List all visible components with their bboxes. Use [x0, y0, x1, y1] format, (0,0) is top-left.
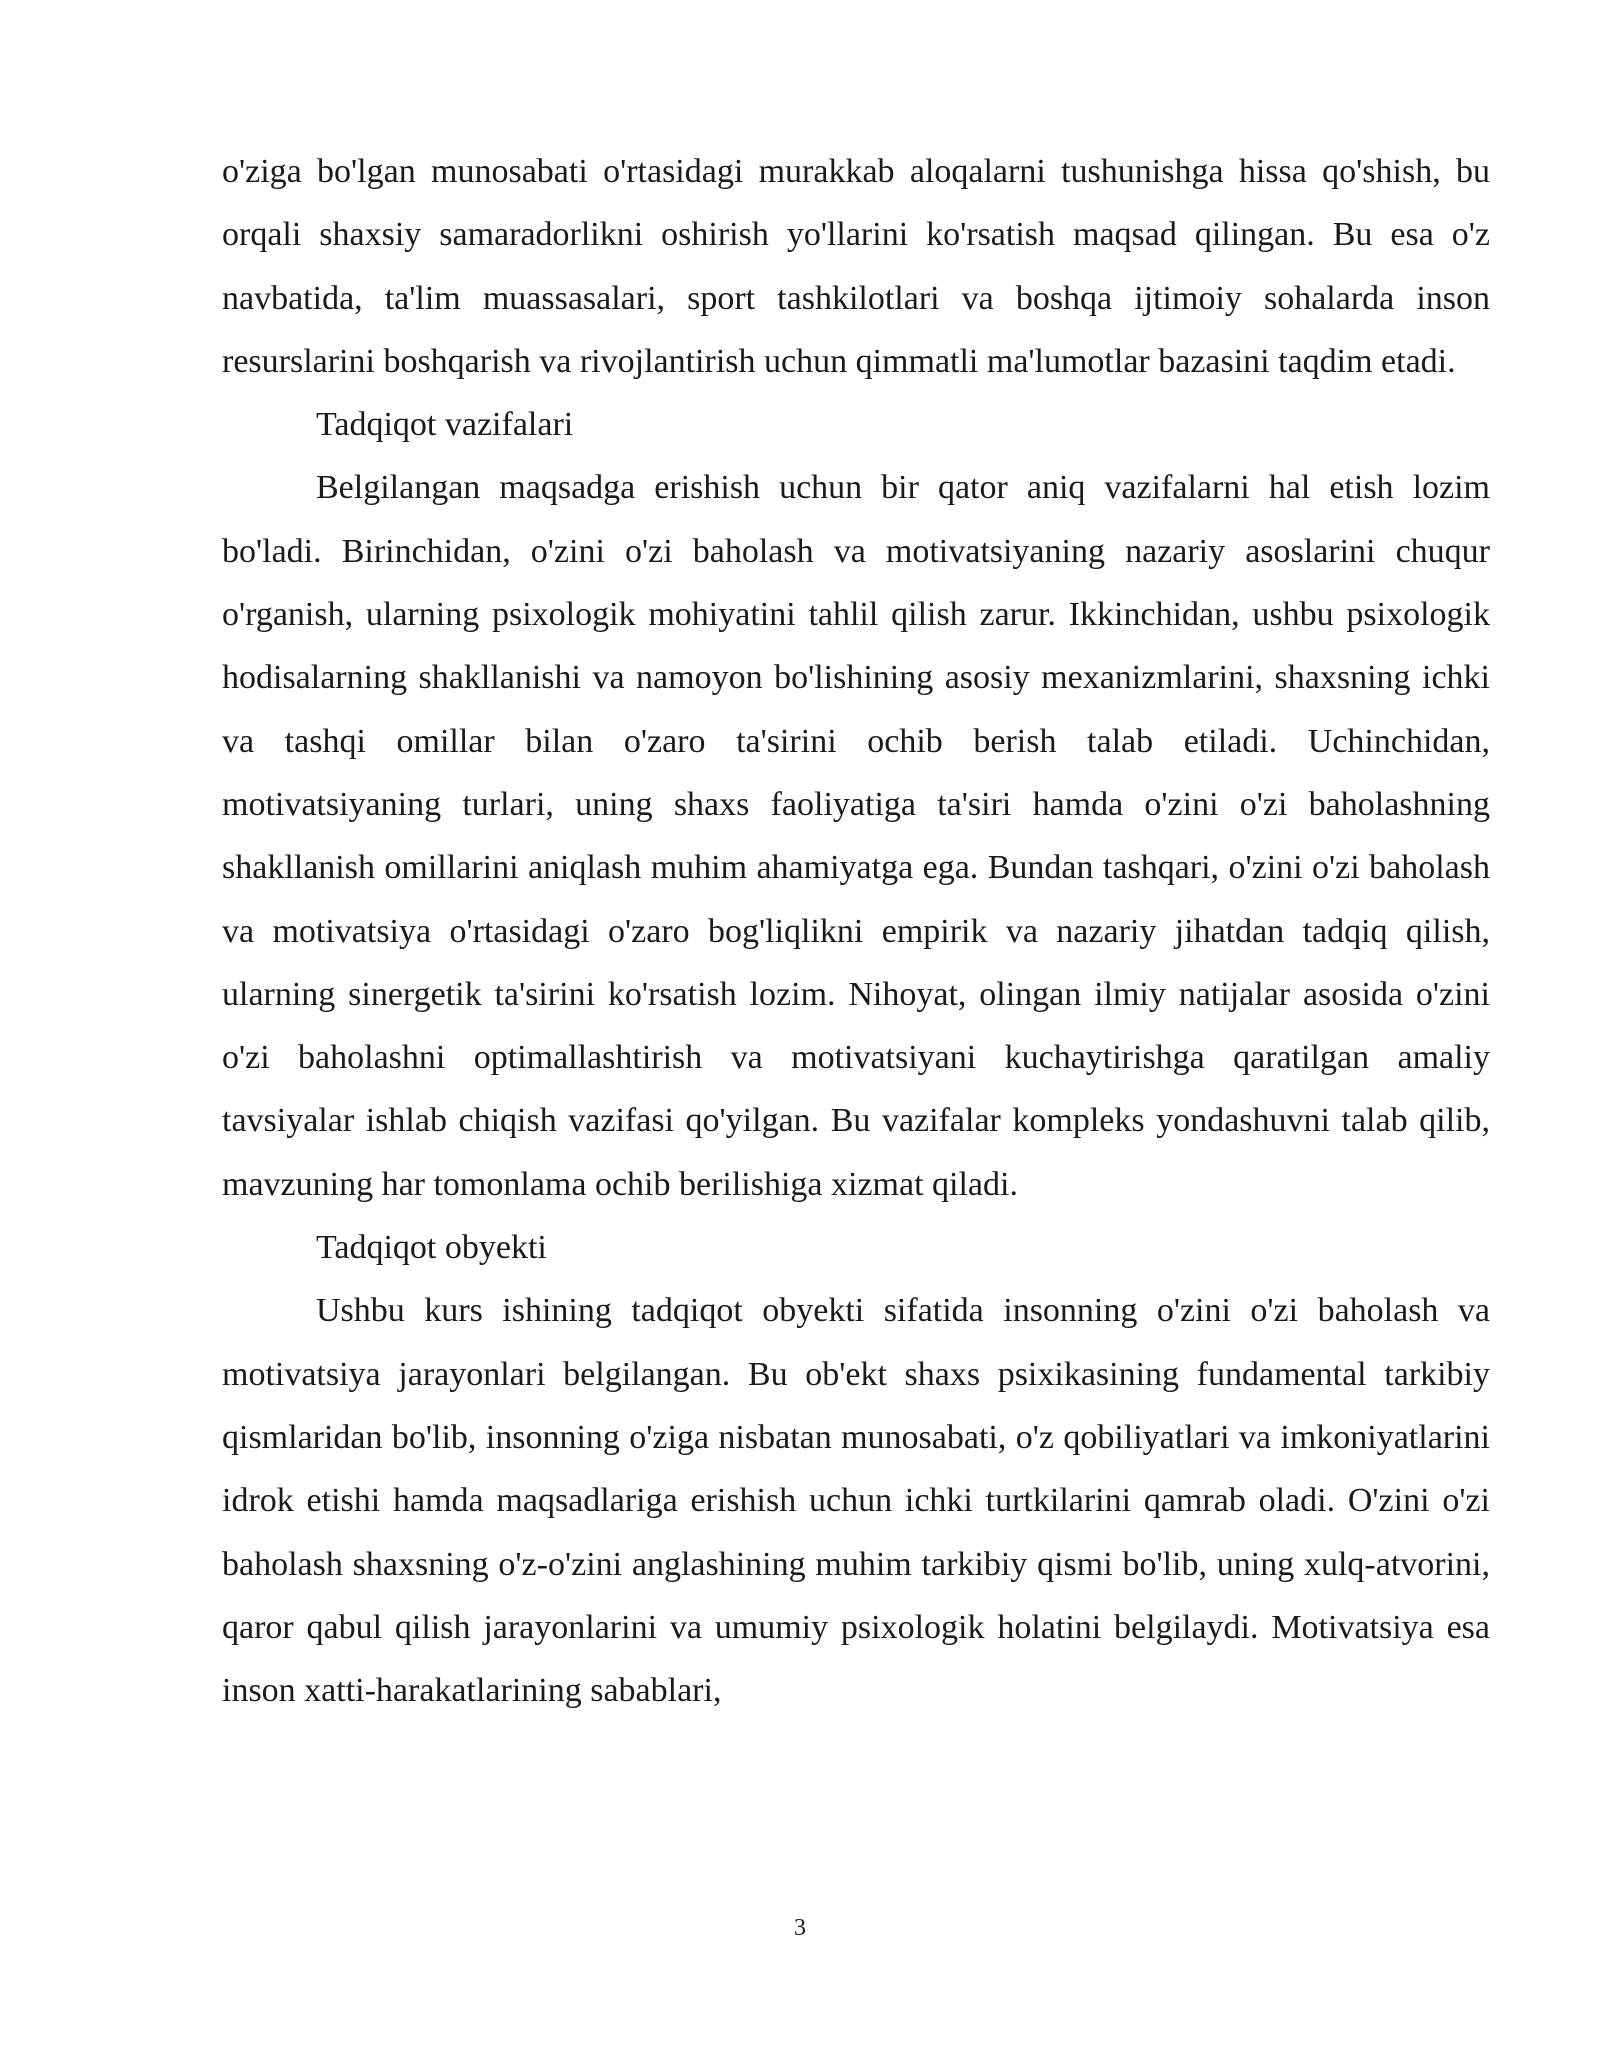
paragraph-object: Ushbu kurs ishining tadqiqot obyekti sifatida insonning o'zini o'zi baholash va motivatsiya jarayonlari belgilangan. Bu ob'ekt shaxs psixikasining fundamental tarkibiy qismlaridan bo'lib, insonning o'ziga nisbatan munosabati, o'z qobiliyatlari va imkoniyatlarini idrok etishi hamda maqsadlariga erishish uchun ichki turtkilarini qamrab oladi. O'zini o'zi baholash shaxsning o'z-o'zini anglashining muhim tarkibiy qismi bo'lib, uning xulq-atvorini, qaror qabul qilish jarayonlarini va umumiy psixologik holatini belgilaydi. Motivatsiya esa inson xatti-harakatlarining sabablari,	[222, 1292, 1490, 1710]
section-heading-object: Tadqiqot obyekti	[316, 1229, 547, 1267]
body-text	[222, 140, 1490, 1722]
page-number: 3	[794, 1915, 806, 1941]
paragraph-tasks: Belgilangan maqsadga erishish uchun bir qator aniq vazifalarni hal etish lozim bo'ladi. Birinchidan, o'zini o'zi baholash va motivatsiyaning nazariy asoslarini chuqur o'rganish, ularning psixologik mohiyatini tahlil qilish zarur. Ikkinchidan, ushbu psixologik hodisalarning shakllanishi va namoyon bo'lishining asosiy mexanizmlarini, shaxsning ichki va tashqi omillar bilan o'zaro ta'sirini ochib berish talab etiladi. Uchinchidan, motivatsiyaning turlari, uning shaxs faoliyatiga ta'siri hamda o'zini o'zi baholashning shakllanish omillarini aniqlash muhim ahamiyatga ega. Bundan tashqari, o'zini o'zi baholash va motivatsiya o'rtasidagi o'zaro bog'liqlikni empirik va nazariy jihatdan tadqiq qilish, ularning sinergetik ta'sirini ko'rsatish lozim. Nihoyat, olingan ilmiy natijalar asosida o'zini o'zi baholashni optimallashtirish va motivatsiyani kuchaytirishga qaratilgan amaliy tavsiyalar ishlab chiqish vazifasi qo'yilgan. Bu vazifalar kompleks yondashuvni talab qilib, mavzuning har tomonlama ochib berilishiga xizmat qiladi.	[222, 469, 1490, 1203]
paragraph-continuation: o'ziga bo'lgan munosabati o'rtasidagi murakkab aloqalarni tushunishga hissa qo'shish, bu orqali shaxsiy samaradorlikni oshirish yo'llarini ko'rsatish maqsad qilingan. Bu esa o'z navbatida, ta'lim muassasalari, sport tashkilotlari va boshqa ijtimoiy sohalarda inson resurslarini boshqarish va rivojlantirish uchun qimmatli ma'lumotlar bazasini taqdim etadi.	[222, 153, 1490, 380]
section-heading-tasks: Tadqiqot vazifalari	[316, 406, 574, 444]
